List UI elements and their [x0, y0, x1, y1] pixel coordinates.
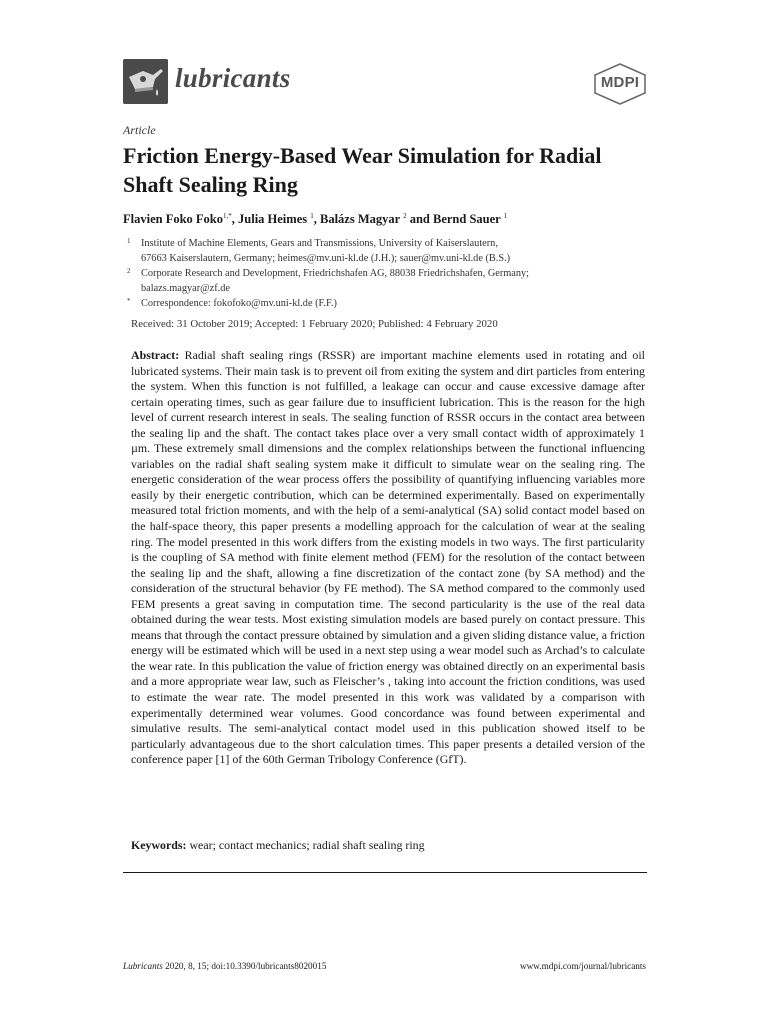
- oil-can-icon: [123, 59, 168, 104]
- section-divider: [123, 872, 647, 873]
- author-sup: 1: [310, 212, 314, 220]
- author-sup: 1: [503, 212, 508, 220]
- affiliation-line: Institute of Machine Elements, Gears and Transmissions, University of Kaiserslautern,: [141, 238, 498, 249]
- footer-citation-text: 2020, 8, 15; doi:10.3390/lubricants8020015: [165, 961, 327, 971]
- keywords-text: wear; contact mechanics; radial shaft sealing ring: [189, 838, 425, 852]
- author-sup: 1,*: [223, 212, 232, 220]
- publication-dates: Received: 31 October 2019; Accepted: 1 February 2020; Published: 4 February 2020: [131, 318, 498, 330]
- keywords-label: Keywords:: [131, 838, 187, 852]
- footer-citation: [123, 961, 326, 971]
- affiliation-mark: 2: [127, 267, 131, 275]
- paper-title: Friction Energy-Based Wear Simulation for Radial Shaft Sealing Ring: [123, 143, 602, 197]
- author-sep: ,: [313, 212, 320, 227]
- affiliation-mark: 1: [127, 237, 131, 245]
- affiliation-mark: *: [127, 297, 131, 305]
- footer-journal: Lubricants: [123, 961, 163, 971]
- publisher-logo: [593, 63, 647, 105]
- author-sep: ,: [231, 212, 239, 227]
- affiliation-item: [123, 236, 647, 266]
- author-sep: and: [406, 212, 433, 227]
- author: Julia Heimes: [238, 212, 308, 227]
- affiliation-line: 67663 Kaiserslautern, Germany; heimes@mv.uni-kl.de (J.H.); sauer@mv.uni-kl.de (B.S.): [141, 253, 511, 264]
- author-list: [123, 212, 647, 227]
- affiliation-item: [123, 296, 647, 311]
- journal-name: lubricants: [175, 63, 291, 93]
- keywords: [131, 838, 645, 853]
- affiliation-line: balazs.magyar@zf.de: [141, 283, 230, 294]
- author-sup: 2: [403, 212, 407, 220]
- affiliation-item: [123, 266, 647, 296]
- article-type: Article: [123, 123, 156, 137]
- abstract-label: Abstract:: [131, 348, 180, 362]
- affiliations: [123, 236, 647, 311]
- affiliation-line: Correspondence: fokofoko@mv.uni-kl.de (F.F.): [141, 298, 337, 309]
- footer-url[interactable]: www.mdpi.com/journal/lubricants: [520, 961, 646, 971]
- author: Balázs Magyar: [319, 212, 400, 227]
- author: Bernd Sauer: [432, 212, 501, 227]
- author: Flavien Foko Foko: [123, 212, 224, 227]
- abstract: [131, 348, 645, 768]
- page-header: [123, 59, 647, 107]
- affiliation-line: Corporate Research and Development, Friedrichshafen AG, 88038 Friedrichshafen, Germany;: [141, 268, 530, 279]
- abstract-text: Radial shaft sealing rings (RSSR) are important machine elements used in rotating and oil lubricated systems. Their main task is to prevent oil from exiting the system and dirt particles from entering the system. When this function is not fulfilled, a leakage can occur and cause excessive damage after certain operating times, such as gear failure due to insufficient lubrication. This is the reason for the high level of current research interest in seals. The sealing function of RSSR occurs in the contact area between the sealing lip and the shaft. The contact takes place over a very small contact width of approximately 1 µm. These extremely small dimensions and the complex relationships between the functional influencing variables on the radial shaft sealing system make it difficult to simulate wear on the sealing ring. The energetic consideration of the wear process offers the possibility of quantifying influencing variables more easily by their energetic contribution, which can be determined experimentally. Based on experimentally measured total friction moments, and with the help of a semi-analytical (SA) solid contact model based on the half-space theory, this paper presents a modelling approach for the calculation of wear at the sealing ring. The model presented in this work differs from the existing models in two ways. The first particularity is the coupling of SA method with finite element method (FEM) for the resolution of the contact between the sealing lip and the shaft, allowing a fine discretization of the contact zone (by SA method) and the consideration of the structural behavior (by FE method). The SA method compared to the commonly used FEM presents a great saving in computation time. The second particularity is the use of the real data obtained during the wear tests. Most existing simulation models are based purely on contact pressure. This means that through the contact pressure obtained by simulation and a given sliding distance value, a friction energy will be estimated which will be used in a next step using a wear model such as Archad’s to calculate the wear rate. In this publication the value of friction energy was obtained directly on an experimental basis and a more appropriate wear law, such as Fleischer’s , taking into account the friction conditions, was used to estimate the wear rate. The model presented in this work was validated by a comparison with experimentally determined wear volumes. Good concordance was found between experimental and simulative results. The semi-analytical contact model used in this publication showed itself to be particularly advantageous due to the short calculation times. This paper presents a detailed version of the conference paper [1] of the 60th German Tribology Conference (GfT).: [131, 348, 645, 767]
- publisher-name: MDPI: [600, 74, 640, 91]
